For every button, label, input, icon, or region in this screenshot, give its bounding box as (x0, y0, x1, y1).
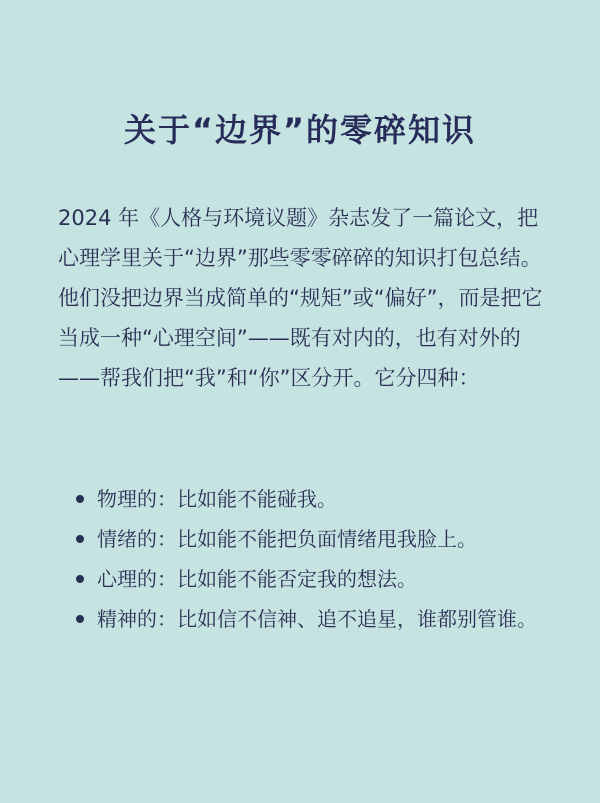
bullet-icon (76, 535, 84, 543)
intro-paragraph: 2024 年《人格与环境议题》杂志发了一篇论文，把心理学里关于“边界”那些零零碎碎的知识打包总结。他们没把边界当成简单的“规矩”或“偏好”，而是把它当成一种“心理空间”——既有对内的，也有对外的——帮我们把“我”和“你”区分开。它分四种： (58, 206, 543, 390)
list-item-text: 心理的：比如能不能否定我的想法。 (97, 567, 417, 591)
bullet-icon (76, 495, 84, 503)
list-item (70, 559, 550, 599)
list-item-text: 物理的：比如能不能碰我。 (97, 487, 337, 511)
bullet-icon (76, 575, 84, 583)
boundary-types-list (70, 479, 550, 639)
list-item-text: 精神的：比如信不信神、追不追星，谁都别管谁。 (97, 607, 537, 631)
list-item (70, 479, 550, 519)
page-title: 关于“边界”的零碎知识 (123, 111, 477, 149)
bullet-icon (76, 615, 84, 623)
list-item (70, 599, 550, 639)
list-item-text: 情绪的：比如能不能把负面情绪甩我脸上。 (97, 527, 477, 551)
list-item (70, 519, 550, 559)
